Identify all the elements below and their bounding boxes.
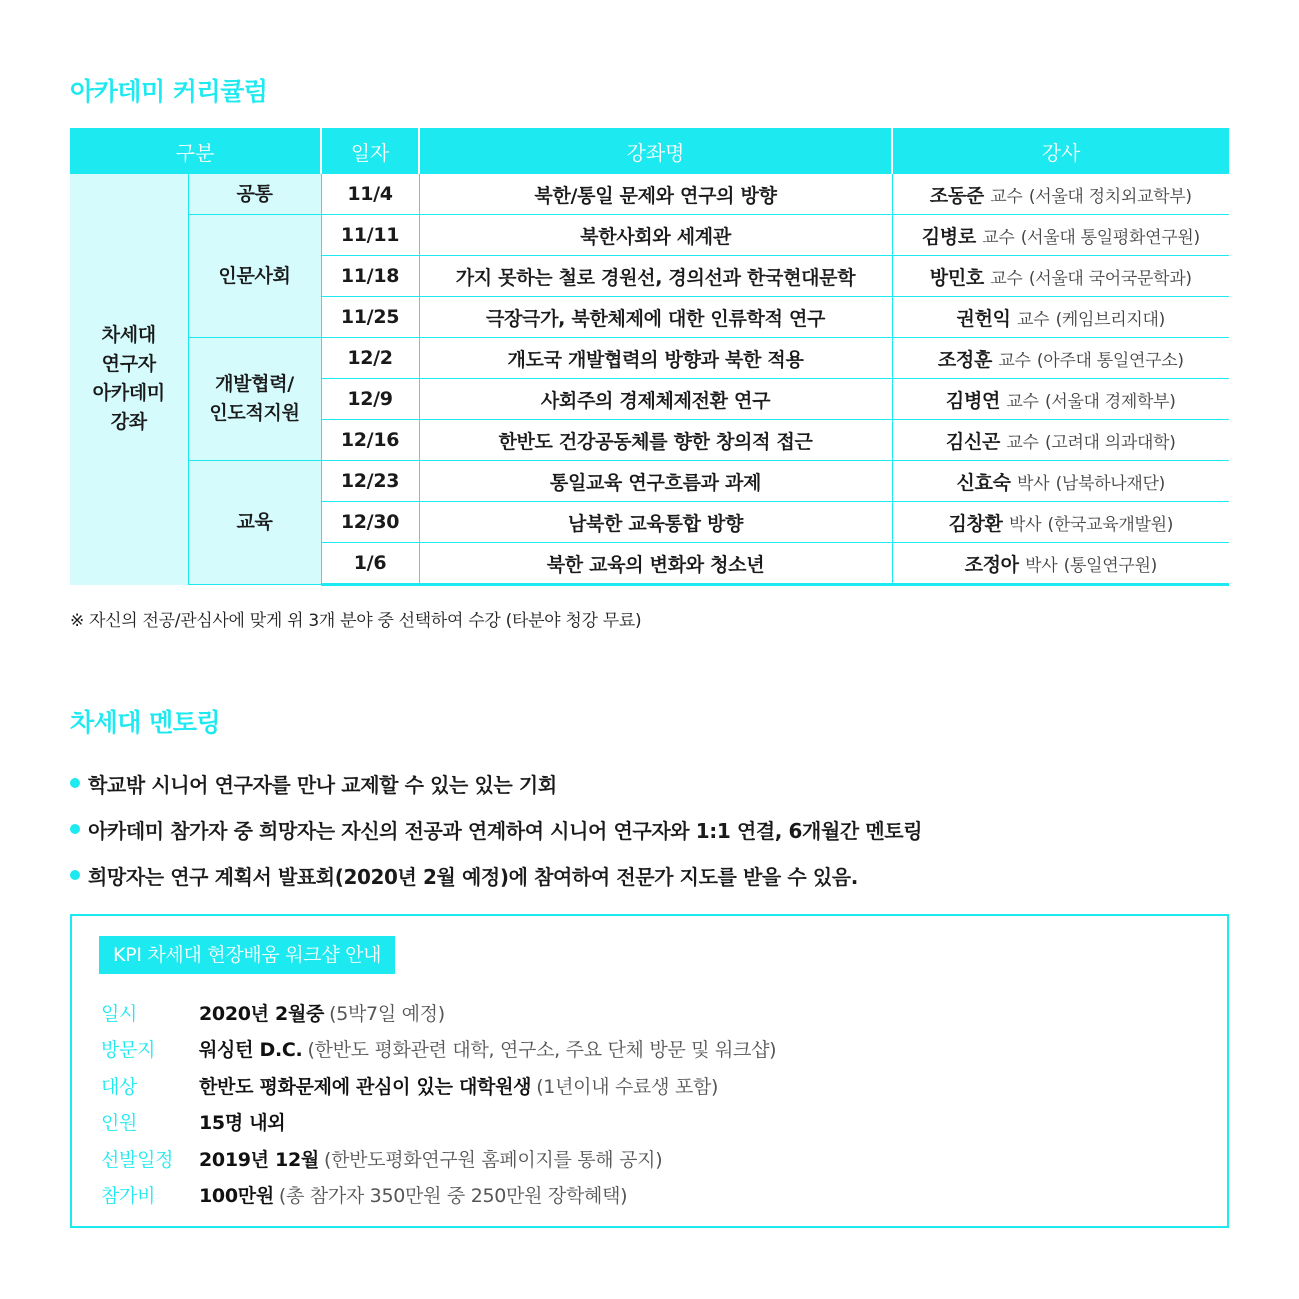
info-detail: (한반도평화연구원 홈페이지를 통해 공지)	[323, 1148, 663, 1171]
instructor-affiliation: (서울대 정치외교학부)	[1028, 186, 1192, 207]
instructor-title: 박사	[1025, 555, 1058, 576]
cell-instructor	[892, 461, 1229, 502]
info-label: 일시	[101, 1002, 138, 1025]
instructor-name: 조동준	[929, 184, 984, 207]
list-item	[70, 806, 922, 852]
instructor-name: 김병연	[945, 389, 1001, 412]
cell-lecture: 북한사회와 세계관	[419, 215, 892, 256]
instructor-name: 김신곤	[945, 430, 1001, 453]
info-label: 방문지	[101, 1039, 156, 1062]
info-detail: (한반도 평화관련 대학, 연구소, 주요 단체 방문 및 워크샵)	[307, 1039, 777, 1062]
cell-lecture: 남북한 교육통합 방향	[419, 502, 892, 543]
field-line: 개발협력/	[215, 373, 294, 395]
info-detail: (1년이내 수료생 포함)	[536, 1075, 719, 1098]
workshop-badge: KPI 차세대 현장배움 워크샵 안내	[99, 936, 395, 974]
info-label: 선발일정	[101, 1148, 174, 1171]
info-row	[101, 1177, 776, 1214]
cell-lecture: 북한/통일 문제와 연구의 방향	[419, 174, 892, 215]
cell-instructor	[892, 420, 1229, 461]
info-row	[101, 1031, 776, 1068]
cell-date: 11/4	[321, 174, 419, 215]
cell-lecture: 극장극가, 북한체제에 대한 인류학적 연구	[419, 297, 892, 338]
info-row	[101, 1140, 776, 1177]
workshop-info-list	[101, 994, 776, 1213]
field-development	[188, 338, 321, 461]
cell-date: 11/18	[321, 256, 419, 297]
instructor-title: 교수	[998, 350, 1031, 371]
info-label: 대상	[101, 1075, 138, 1098]
instructor-affiliation: (서울대 국어국문학과)	[1028, 268, 1192, 289]
instructor-name: 방민호	[929, 266, 984, 289]
info-detail: (5박7일 예정)	[329, 1002, 445, 1025]
curriculum-table	[70, 128, 1229, 586]
instructor-name: 김병로	[921, 225, 976, 248]
cell-lecture: 통일교육 연구흐름과 과제	[419, 461, 892, 502]
instructor-title: 박사	[1017, 473, 1050, 494]
instructor-title: 교수	[1017, 309, 1050, 330]
info-value: 15명 내외	[199, 1112, 286, 1135]
instructor-affiliation: (서울대 경제학부)	[1044, 391, 1176, 412]
info-row	[101, 994, 776, 1031]
field-common: 공통	[188, 174, 321, 215]
instructor-affiliation: (고려대 의과대학)	[1044, 432, 1176, 453]
cell-instructor	[892, 379, 1229, 420]
instructor-name: 권헌익	[956, 307, 1011, 330]
curriculum-note: ※ 자신의 전공/관심사에 맞게 위 3개 분야 중 선택하여 수강 (타분야 청강 무료)	[70, 611, 642, 631]
info-label: 참가비	[101, 1185, 156, 1208]
instructor-affiliation: (한국교육개발원)	[1047, 514, 1174, 535]
cell-instructor	[892, 338, 1229, 379]
instructor-name: 조정훈	[937, 348, 993, 371]
cell-date: 12/30	[321, 502, 419, 543]
info-row	[101, 1104, 776, 1141]
header-instructor: 강사	[892, 128, 1229, 174]
group-line: 아카데미	[92, 382, 165, 405]
field-education: 교육	[188, 461, 321, 585]
info-row	[101, 1067, 776, 1104]
info-value: 100만원	[199, 1185, 274, 1208]
info-label: 인원	[101, 1112, 138, 1135]
workshop-info-box	[70, 914, 1229, 1228]
cell-instructor	[892, 215, 1229, 256]
instructor-affiliation: (서울대 통일평화연구원)	[1020, 227, 1200, 248]
table-row	[70, 461, 1229, 502]
group-line: 차세대	[101, 324, 156, 347]
instructor-title: 교수	[990, 268, 1023, 289]
mentoring-text: 아카데미 참가자 중 희망자는 자신의 전공과 연계하여 시니어 연구자와 1:1 연결, 6개월간 멘토링	[88, 818, 923, 843]
info-value: 2019년 12월	[199, 1148, 319, 1171]
bullet-icon	[70, 870, 80, 880]
field-humanities: 인문사회	[188, 215, 321, 338]
info-value: 워싱턴 D.C.	[199, 1039, 303, 1062]
header-category: 구분	[70, 128, 321, 174]
bullet-icon	[70, 778, 80, 788]
cell-date: 11/11	[321, 215, 419, 256]
instructor-title: 교수	[982, 227, 1015, 248]
bullet-icon	[70, 824, 80, 834]
mentoring-text: 희망자는 연구 계획서 발표회(2020년 2월 예정)에 참여하여 전문가 지도를 받을 수 있음.	[88, 864, 858, 889]
instructor-name: 신효숙	[956, 471, 1011, 494]
cell-lecture: 북한 교육의 변화와 청소년	[419, 543, 892, 585]
cell-date: 12/9	[321, 379, 419, 420]
instructor-title: 교수	[1006, 432, 1039, 453]
header-date: 일자	[321, 128, 419, 174]
cell-instructor	[892, 543, 1229, 585]
info-value: 한반도 평화문제에 관심이 있는 대학원생	[199, 1075, 532, 1098]
group-label	[70, 174, 188, 585]
header-lecture: 강좌명	[419, 128, 892, 174]
curriculum-title: 아카데미 커리큘럼	[70, 77, 268, 106]
cell-lecture: 가지 못하는 철로 경원선, 경의선과 한국현대문학	[419, 256, 892, 297]
cell-lecture: 한반도 건강공동체를 향한 창의적 접근	[419, 420, 892, 461]
group-line: 강좌	[110, 411, 147, 434]
info-value: 2020년 2월중	[199, 1002, 325, 1025]
info-detail: (총 참가자 350만원 중 250만원 장학혜택)	[278, 1185, 628, 1208]
instructor-affiliation: (남북하나재단)	[1055, 473, 1165, 494]
table-row	[70, 215, 1229, 256]
instructor-affiliation: (통일연구원)	[1063, 555, 1157, 576]
cell-date: 1/6	[321, 543, 419, 585]
instructor-title: 교수	[1006, 391, 1039, 412]
cell-lecture: 사회주의 경제체제전환 연구	[419, 379, 892, 420]
table-header-row	[70, 128, 1229, 174]
cell-date: 12/16	[321, 420, 419, 461]
list-item	[70, 852, 922, 898]
table-row	[70, 338, 1229, 379]
cell-instructor	[892, 502, 1229, 543]
cell-lecture: 개도국 개발협력의 방향과 북한 적용	[419, 338, 892, 379]
cell-instructor	[892, 256, 1229, 297]
field-line: 인도적지원	[209, 402, 300, 424]
mentoring-title: 차세대 멘토링	[70, 708, 221, 737]
mentoring-text: 학교밖 시니어 연구자를 만나 교제할 수 있는 있는 기회	[88, 772, 557, 797]
instructor-affiliation: (케임브리지대)	[1055, 309, 1165, 330]
instructor-name: 조정아	[964, 553, 1019, 576]
table-row	[70, 174, 1229, 215]
list-item	[70, 760, 922, 806]
instructor-title: 박사	[1008, 514, 1042, 535]
cell-instructor	[892, 297, 1229, 338]
group-line: 연구자	[101, 353, 156, 376]
instructor-name: 김창환	[948, 512, 1003, 535]
cell-date: 11/25	[321, 297, 419, 338]
cell-date: 12/2	[321, 338, 419, 379]
instructor-title: 교수	[990, 186, 1023, 207]
mentoring-list	[70, 760, 922, 898]
cell-date: 12/23	[321, 461, 419, 502]
cell-instructor	[892, 174, 1229, 215]
instructor-affiliation: (아주대 통일연구소)	[1036, 350, 1184, 371]
